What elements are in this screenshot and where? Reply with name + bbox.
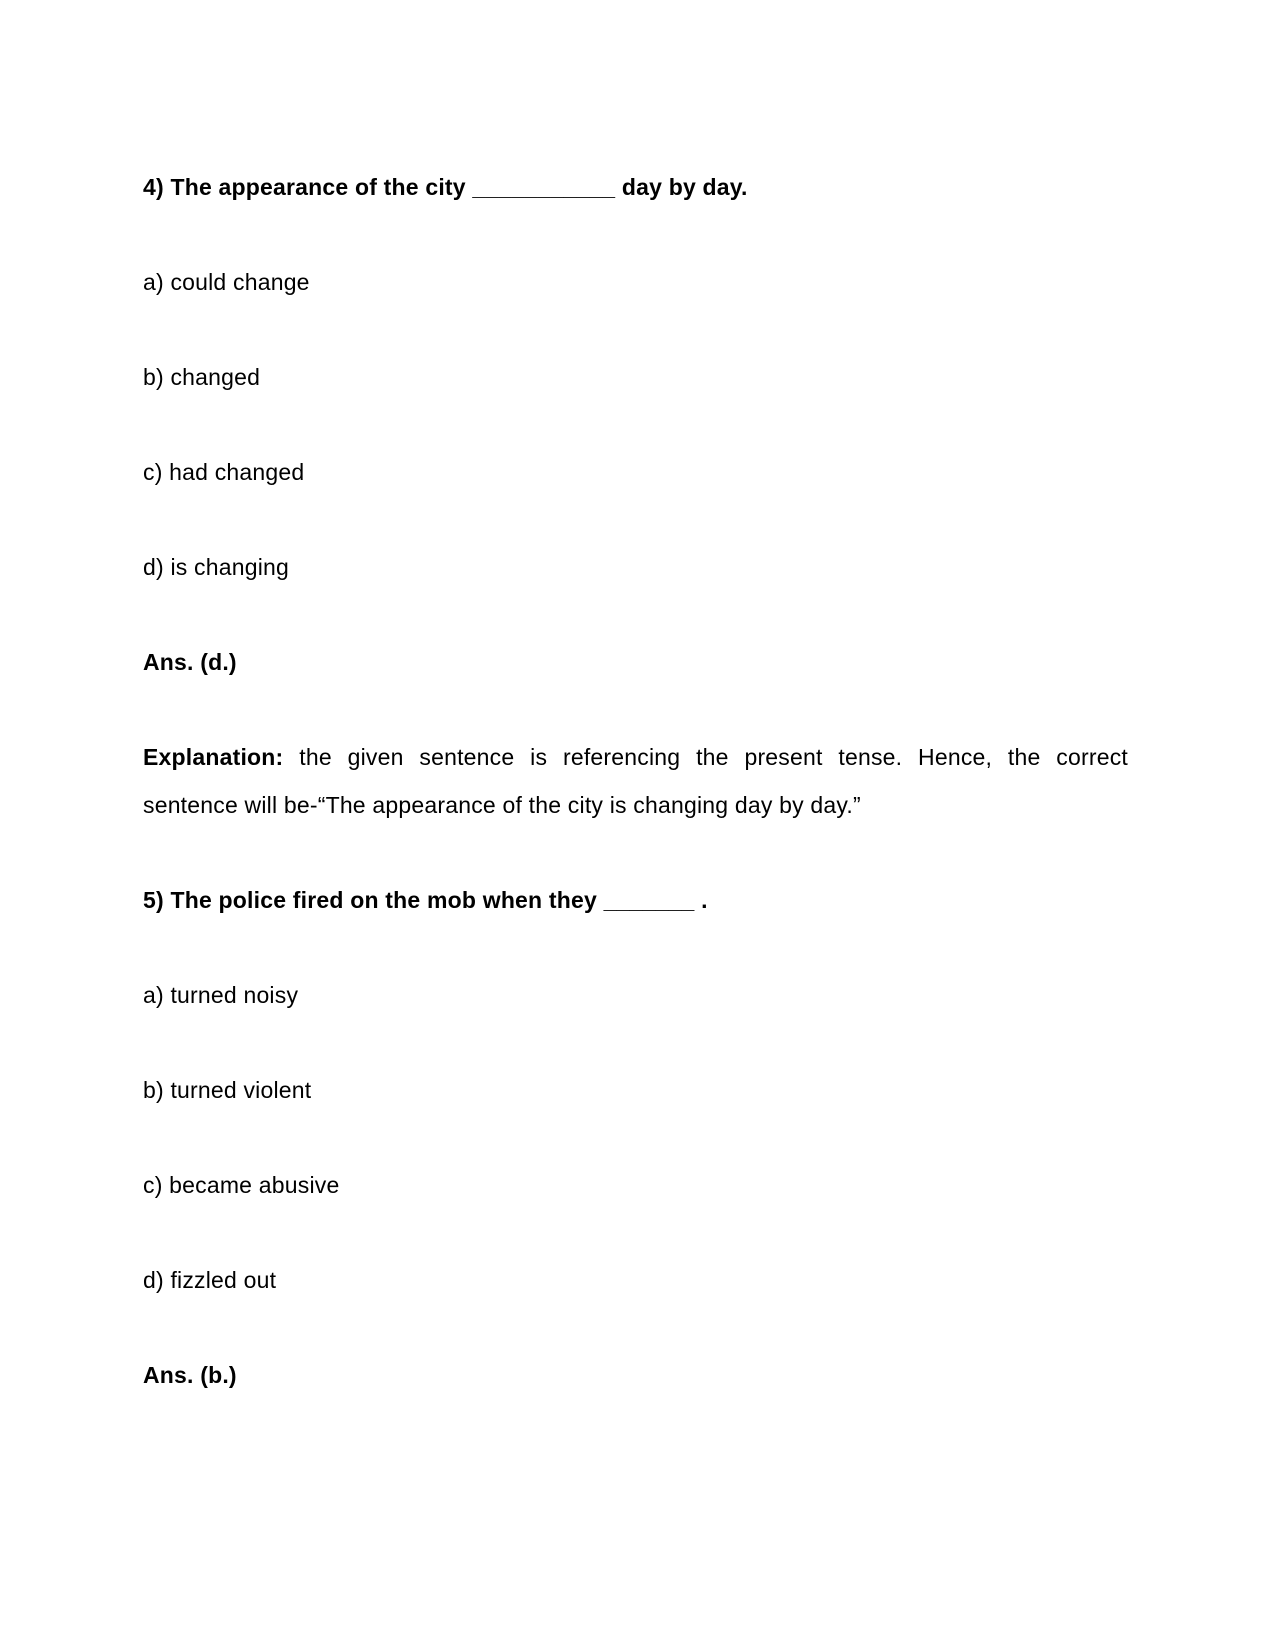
question-4-explanation-text: the given sentence is referencing the present tense. Hence, the correct sentence will be-“The appearance of the city is changing day by day.”: [143, 744, 1128, 818]
question-4-prompt: 4) The appearance of the city ___________ day by day.: [143, 174, 748, 200]
question-5-prompt: 5) The police fired on the mob when they _______ .: [143, 887, 708, 913]
question-5-option-d: d) fizzled out: [143, 1267, 277, 1293]
question-5-option-b: b) turned violent: [143, 1077, 312, 1103]
question-4-option-b: b) changed: [143, 364, 261, 390]
question-4-explanation-label: Explanation:: [143, 744, 284, 770]
question-4-explanation: [143, 733, 1128, 829]
question-4-option-d: d) is changing: [143, 554, 289, 580]
question-5-answer: Ans. (b.): [143, 1362, 237, 1388]
question-4-option-a: a) could change: [143, 269, 310, 295]
question-5-option-c: c) became abusive: [143, 1172, 340, 1198]
question-4-option-c: c) had changed: [143, 459, 305, 485]
question-4-answer: Ans. (d.): [143, 649, 237, 675]
question-5-option-a: a) turned noisy: [143, 982, 299, 1008]
